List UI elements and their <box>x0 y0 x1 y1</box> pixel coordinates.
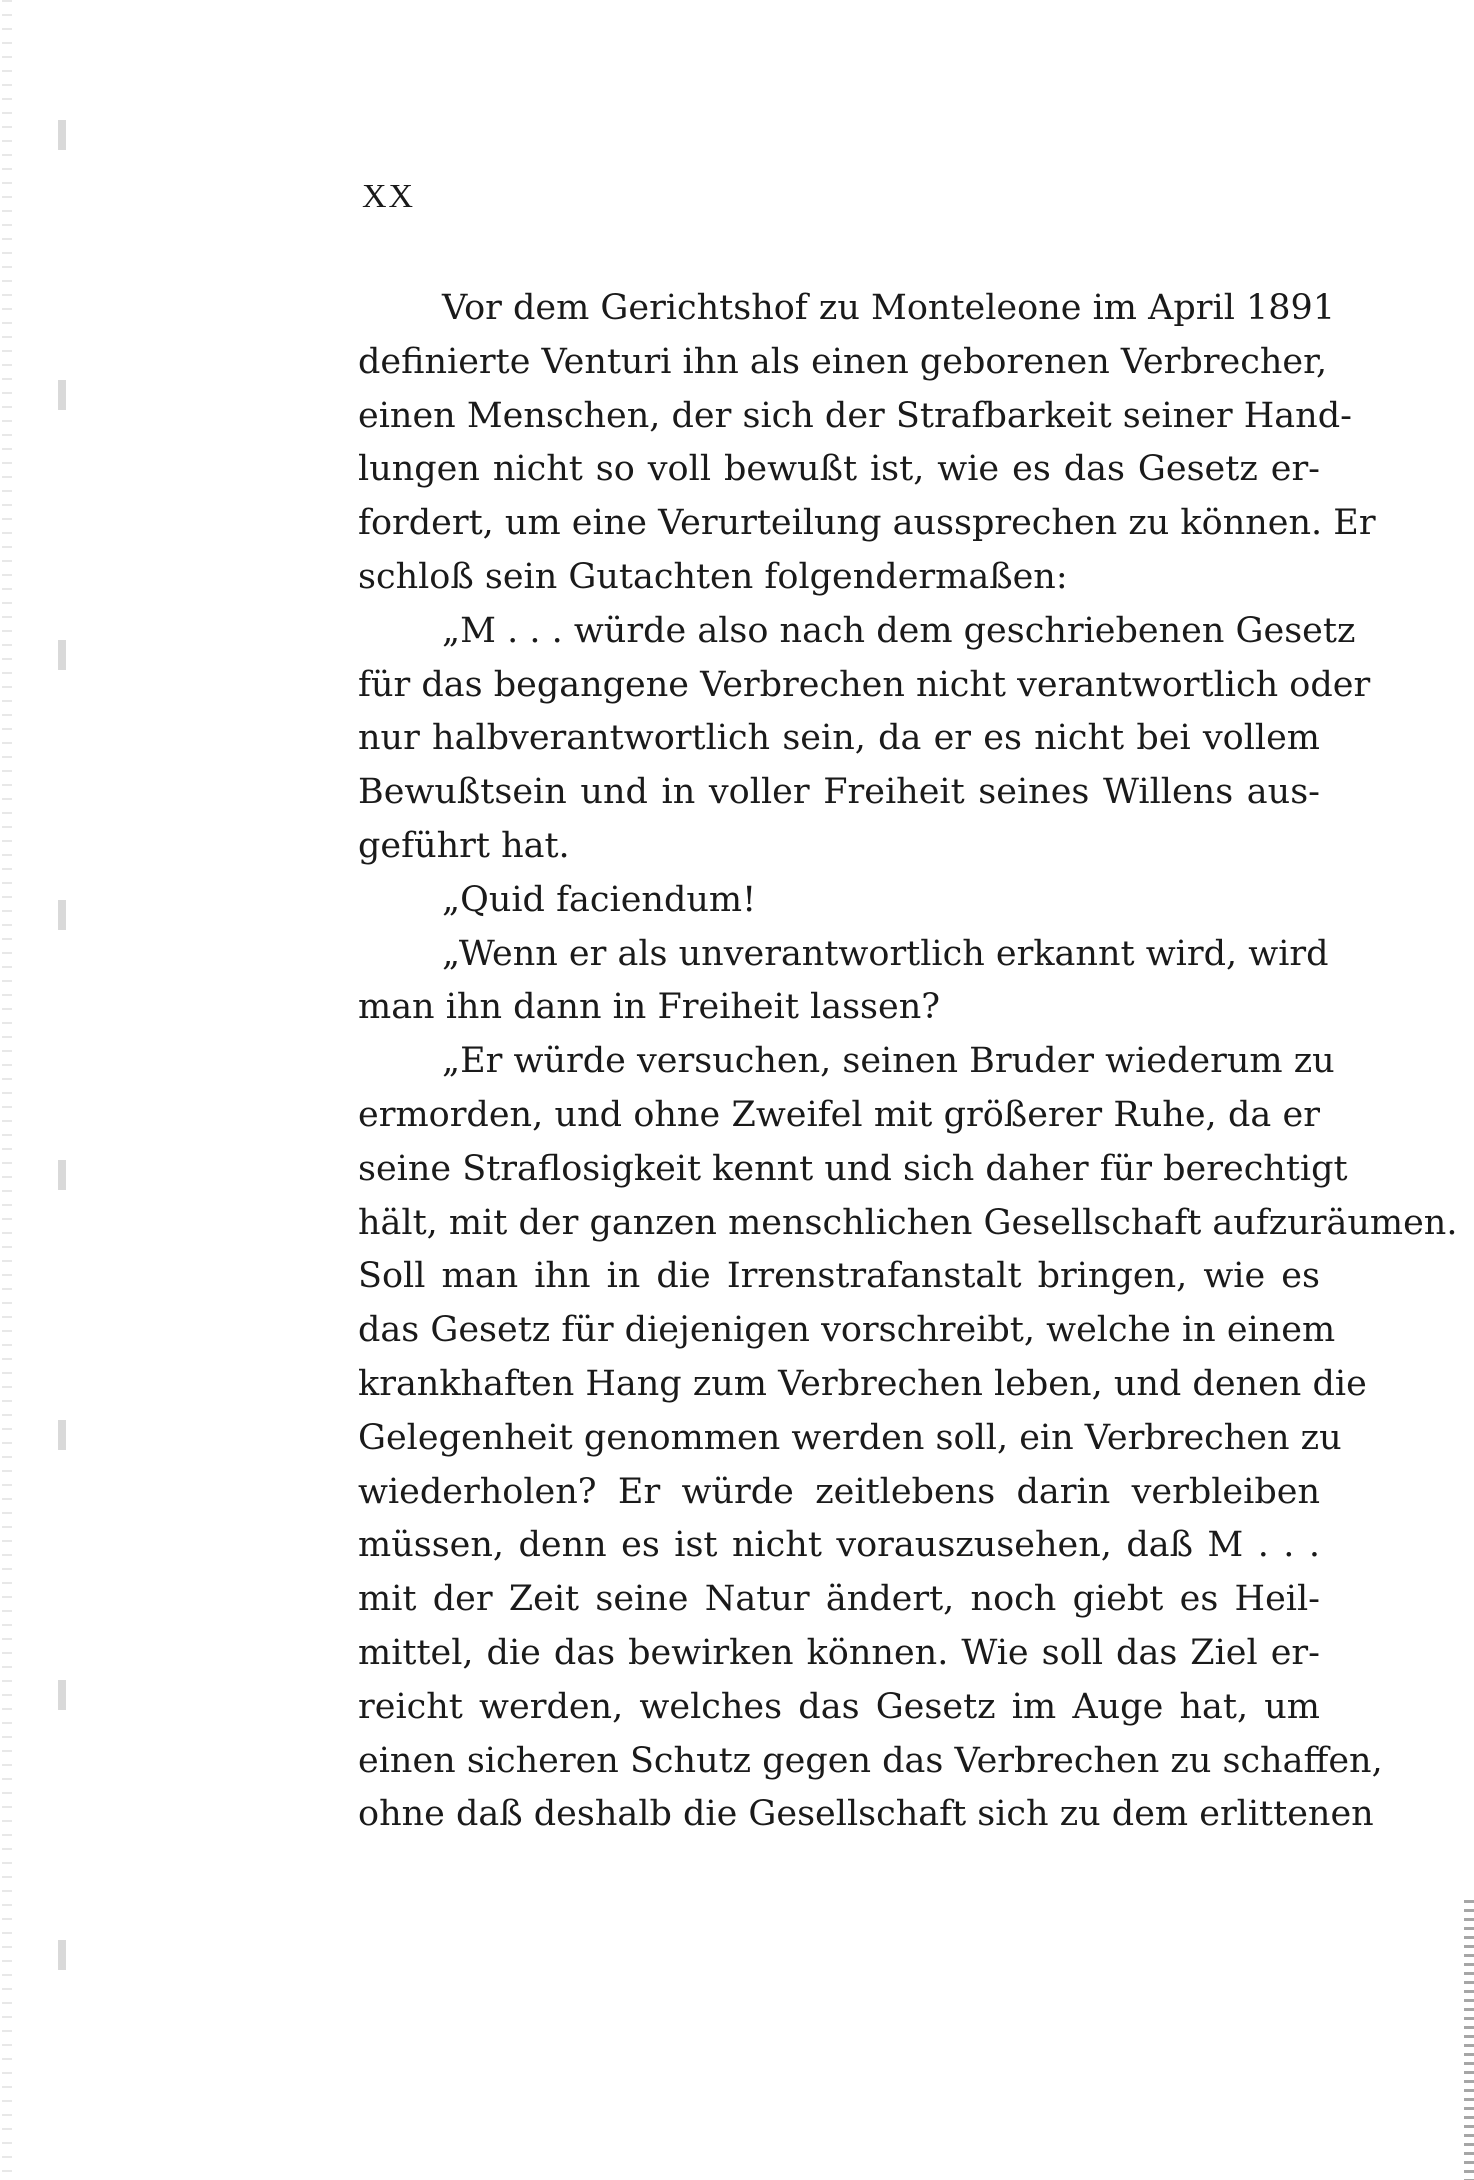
scan-edge-right <box>1464 1900 1474 2180</box>
text-line: lungen nicht so voll bewußt ist, wie es das Gesetz er- <box>358 449 1320 490</box>
text-line: Bewußtsein und in voller Freiheit seines Willens aus- <box>358 772 1320 813</box>
text-line: definierte Venturi ihn als einen geborenen Verbrecher, <box>358 341 1328 382</box>
text-line: Soll man ihn in die Irrenstrafanstalt bringen, wie es <box>358 1256 1320 1297</box>
text-line: mittel, die das bewirken können. Wie soll das Ziel er- <box>358 1632 1320 1673</box>
body-text <box>358 282 1458 1842</box>
text-line: „Quid faciendum! <box>442 879 757 920</box>
text-line: „Wenn er als unverantwortlich erkannt wird, wird <box>442 933 1329 974</box>
text-line: wiederholen? Er würde zeitlebens darin verbleiben <box>358 1471 1320 1512</box>
text-line: man ihn dann in Freiheit lassen? <box>358 987 941 1028</box>
text-line: „Er würde versuchen, seinen Bruder wiederum zu <box>442 1041 1335 1082</box>
text-line: das Gesetz für diejenigen vorschreibt, welche in einem <box>358 1310 1336 1351</box>
text-line: fordert, um eine Verurteilung aussprechen zu können. Er <box>358 503 1376 544</box>
text-line: für das begangene Verbrechen nicht verantwortlich oder <box>358 664 1371 705</box>
text-line: Gelegenheit genommen werden soll, ein Verbrechen zu <box>358 1417 1342 1458</box>
text-line: „M . . . würde also nach dem geschriebenen Gesetz <box>442 610 1356 651</box>
text-line: krankhaften Hang zum Verbrechen leben, und denen die <box>358 1363 1367 1404</box>
text-line: einen sicheren Schutz gegen das Verbrechen zu schaffen, <box>358 1740 1383 1781</box>
text-line: einen Menschen, der sich der Strafbarkeit seiner Hand- <box>358 395 1352 436</box>
text-line: nur halbverantwortlich sein, da er es nicht bei vollem <box>358 718 1320 759</box>
scan-edge-left <box>2 0 12 2180</box>
text-line: hält, mit der ganzen menschlichen Gesellschaft aufzuräumen. <box>358 1202 1458 1243</box>
text-line: reicht werden, welches das Gesetz im Auge hat, um <box>358 1686 1320 1727</box>
text-line: geführt hat. <box>358 825 570 866</box>
page-number: XX <box>362 178 416 215</box>
text-line: müssen, denn es ist nicht vorauszusehen, daß M . . . <box>358 1525 1320 1566</box>
text-line: Vor dem Gerichtshof zu Monteleone im April 1891 <box>442 288 1336 328</box>
scan-marks-left <box>58 0 66 2180</box>
text-line: ermorden, und ohne Zweifel mit größerer Ruhe, da er <box>358 1094 1320 1135</box>
text-line: mit der Zeit seine Natur ändert, noch giebt es Heil- <box>358 1579 1320 1620</box>
text-line: seine Straflosigkeit kennt und sich daher für berechtigt <box>358 1148 1348 1189</box>
text-line: ohne daß deshalb die Gesellschaft sich zu dem erlittenen <box>358 1794 1374 1835</box>
text-line: schloß sein Gutachten folgendermaßen: <box>358 556 1068 597</box>
